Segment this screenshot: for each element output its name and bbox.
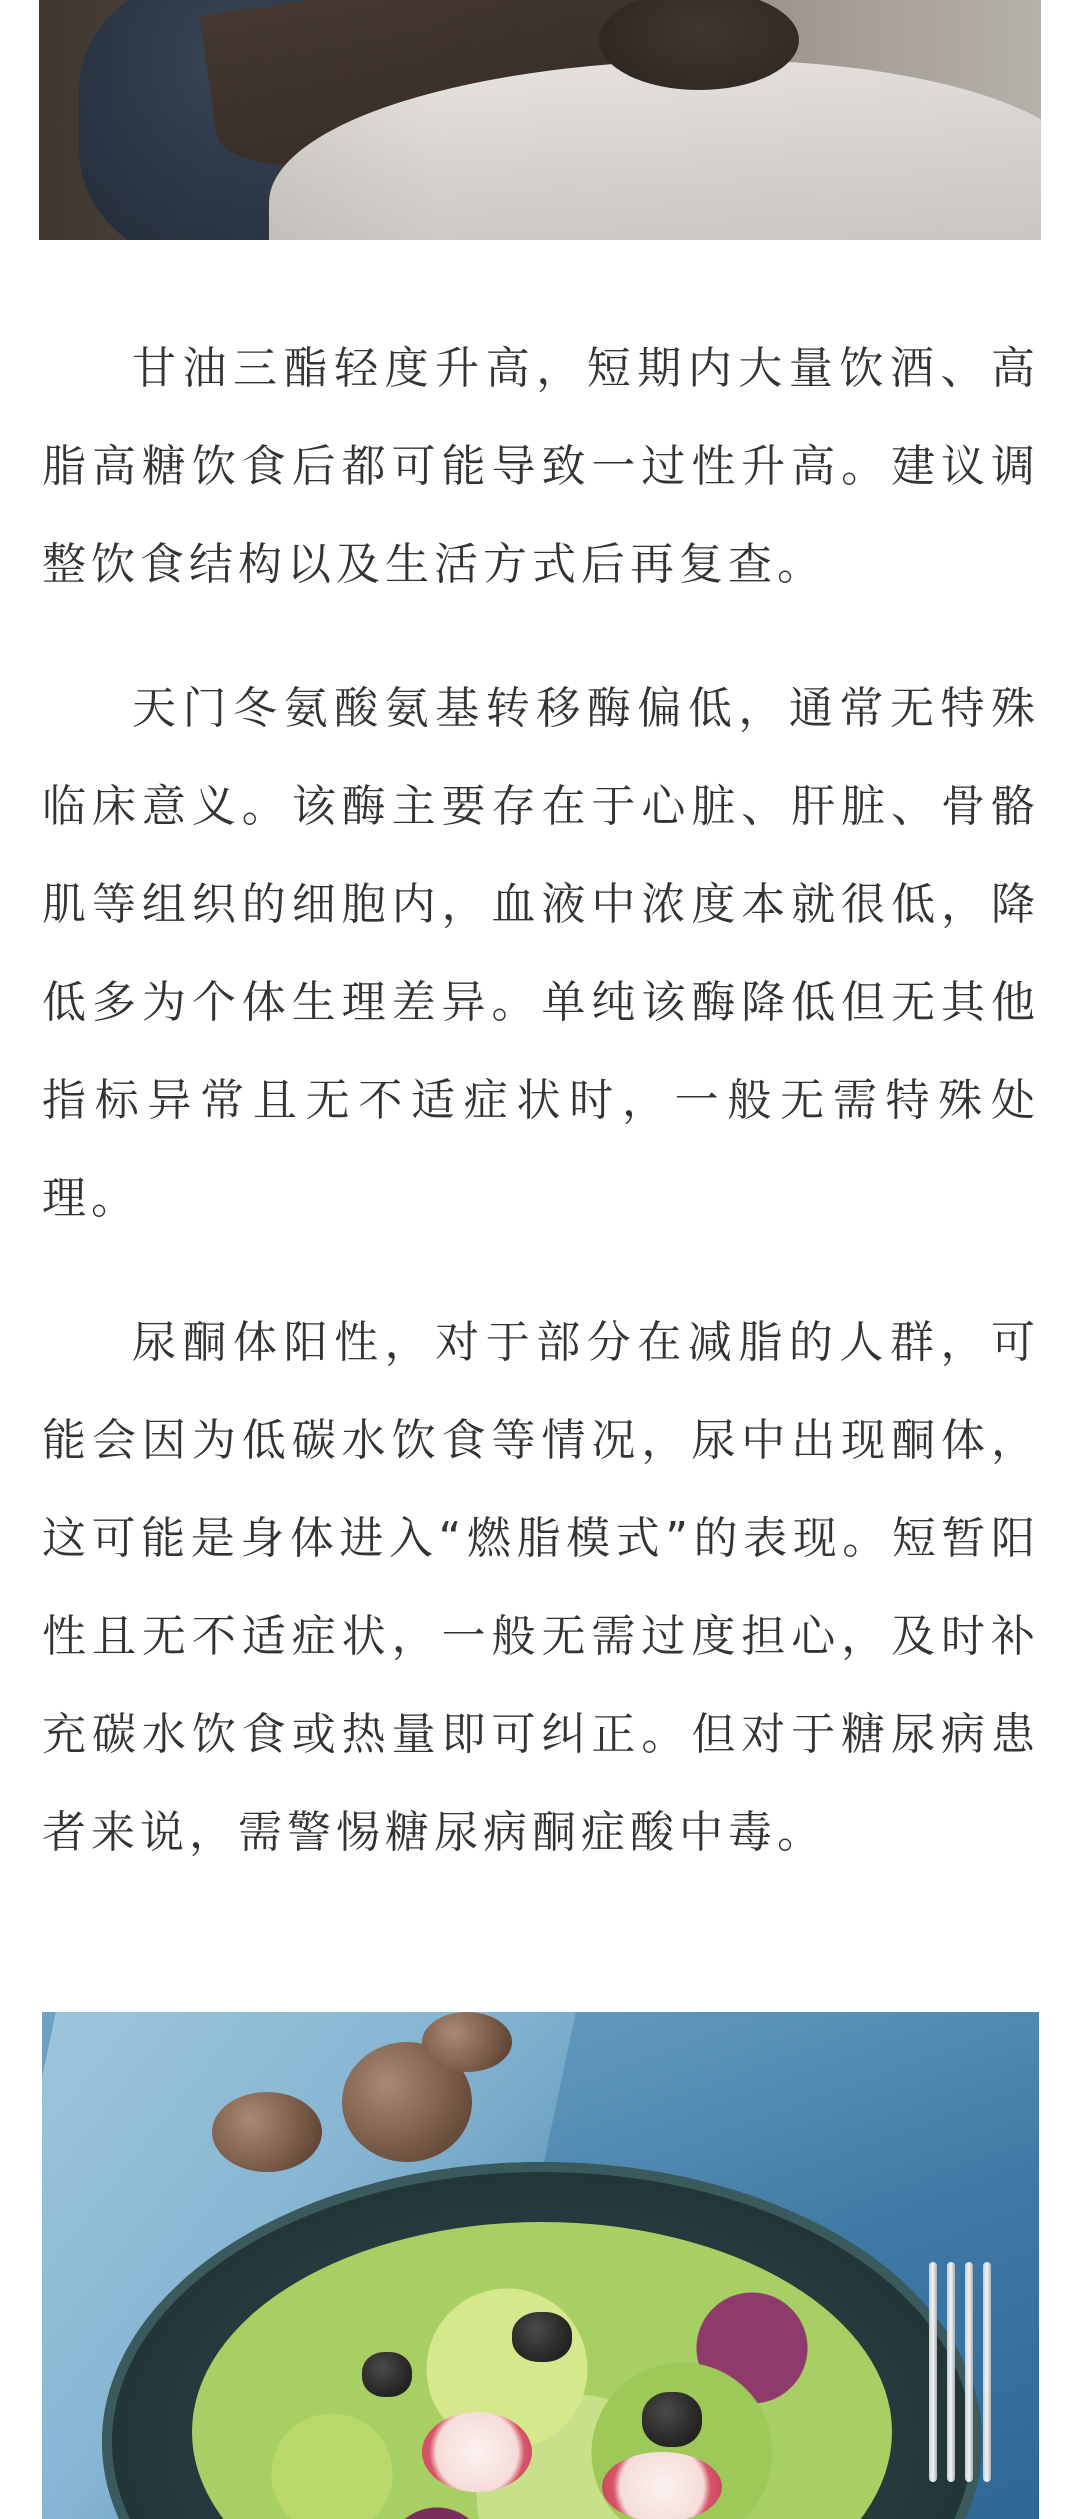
photo-shade-overlay bbox=[39, 0, 1041, 240]
paragraph-triglycerides: 甘油三酯轻度升高，短期内大量饮酒、高脂高糖饮食后都可能导致一过性升高。建议调整饮食结构以及生活方式后再复查。 bbox=[42, 343, 1040, 590]
photo-radish-slice bbox=[422, 2412, 532, 2492]
photo-fork-shape bbox=[929, 2262, 999, 2519]
photo-black-garlic bbox=[362, 2352, 412, 2397]
article-body bbox=[42, 320, 1040, 1928]
photo-black-garlic bbox=[512, 2312, 572, 2362]
paragraph-ast-low: 天门冬氨酸氨基转移酶偏低，通常无特殊临床意义。该酶主要存在于心脏、肝脏、骨骼肌等组织的细胞内，血液中浓度本就很低，降低多为个体生理差异。单纯该酶降低但无其他指标异常且无不适症状时，一般无需特殊处理。 bbox=[42, 683, 1040, 1224]
photo-radish-slice bbox=[602, 2452, 722, 2519]
salad-bowl-photo bbox=[42, 2012, 1039, 2519]
paragraph-urine-ketone: 尿酮体阳性，对于部分在减脂的人群，可能会因为低碳水饮食等情况，尿中出现酮体，这可能是身体进入“燃脂模式”的表现。短暂阳性且无不适症状，一般无需过度担心，及时补充碳水饮食或热量即可纠正。但对于糖尿病患者来说，需警惕糖尿病酮症酸中毒。 bbox=[42, 1317, 1040, 1858]
photo-black-garlic bbox=[642, 2392, 702, 2447]
sleeping-person-photo bbox=[39, 0, 1041, 240]
photo-nut-shape bbox=[422, 2012, 512, 2072]
photo-nut-shape bbox=[212, 2092, 322, 2172]
